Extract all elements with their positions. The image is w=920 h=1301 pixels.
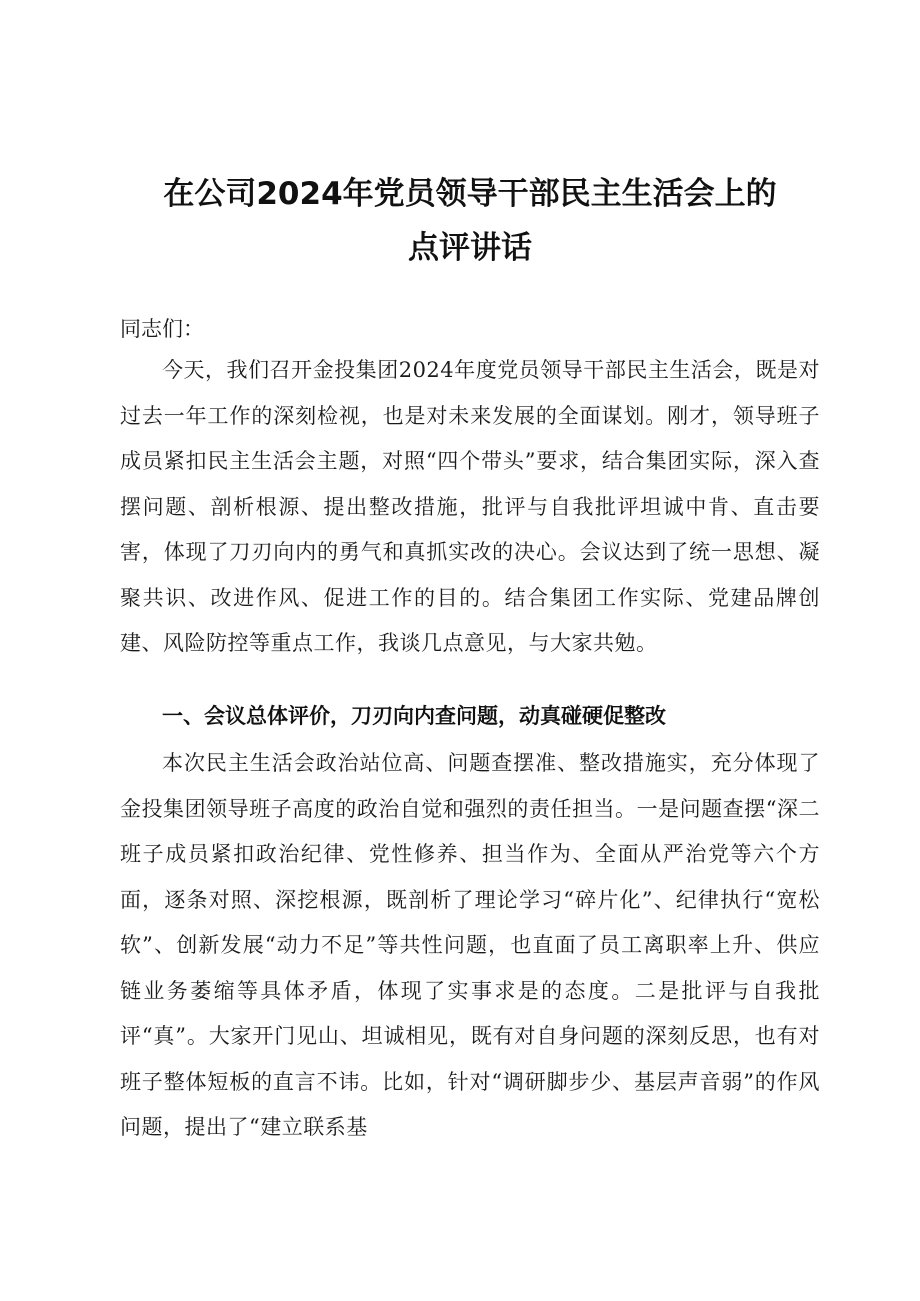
body-paragraph-1: 今天，我们召开金投集团2024年度党员领导干部民主生活会，既是对过去一年工作的深刻检视，也是对未来发展的全面谋划。刚才，领导班子成员紧扣民主生活会主题，对照“四个带头”要求，结合集团实际，深入查摆问题、剖析根源、提出整改措施，批评与自我批评坦诚中肯、直击要害，体现了刀刃向内的勇气和真抓实改的决心。会议达到了统一思想、凝聚共识、改进作风、促进工作的目的。结合集团工作实际、党建品牌创建、风险防控等重点工作，我谈几点意见，与大家共勉。 xyxy=(120,358,820,655)
body-paragraph-2: 本次民主生活会政治站位高、问题查摆准、整改措施实，充分体现了金投集团领导班子高度的政治自觉和强烈的责任担当。一是问题查摆“深二班子成员紧扣政治纪律、党性修养、担当作为、全面从严治党等六个方面，逐条对照、深挖根源，既剖析了理论学习“碎片化”、纪律执行“宽松软”、创新发展“动力不足”等共性问题，也直面了员工离职率上升、供应链业务萎缩等具体矛盾，体现了实事求是的态度。二是批评与自我批评“真”。大家开门见山、坦诚相见，既有对自身问题的深刻反思，也有对班子整体短板的直言不讳。比如，针对“调研脚步少、基层声音弱”的作风问题，提出了“建立联系基 xyxy=(120,751,820,1139)
document-title-line-2: 点评讲话 xyxy=(408,230,532,266)
greeting: 同志们： xyxy=(120,317,204,341)
document-title-line-1: 在公司2024年党员领导干部民主生活会上的 xyxy=(163,176,777,212)
section-heading-1: 一、会议总体评价，刀刃向内查问题，动真碰硬促整改 xyxy=(162,704,666,728)
